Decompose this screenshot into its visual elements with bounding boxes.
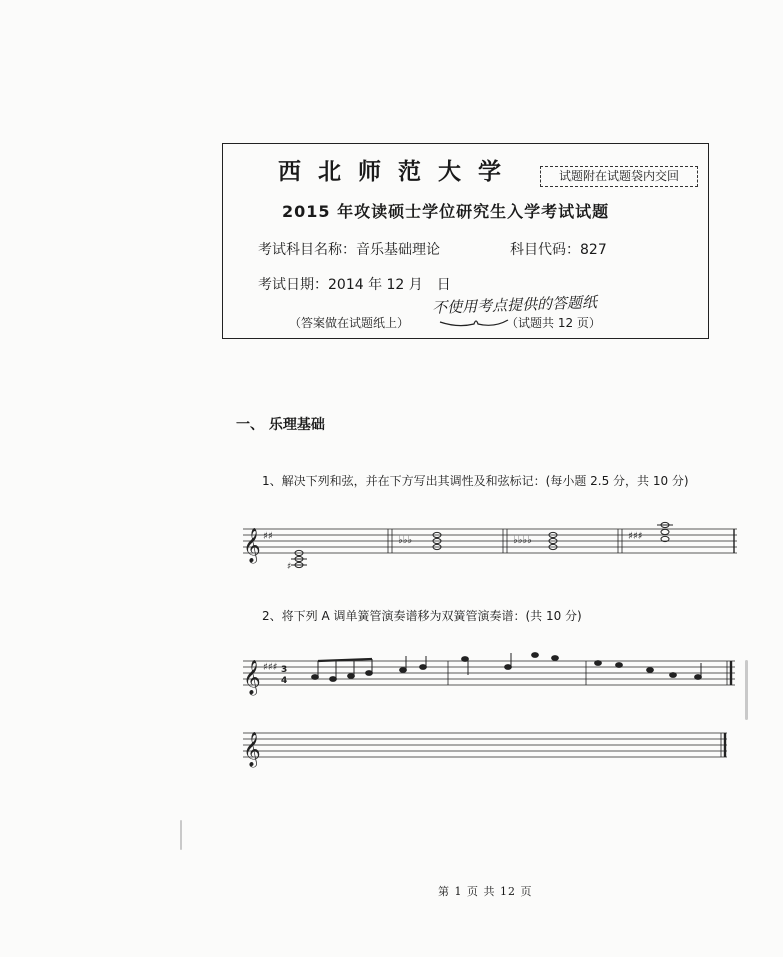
svg-text:♭♭♭: ♭♭♭ [398, 535, 413, 546]
exam-date: 考试日期：2014 年 12 月 日 [258, 277, 451, 293]
treble-clef-icon: 𝄞 [243, 732, 261, 767]
question-1-text: 1、解决下列和弦，并在下方写出其调性及和弦标记：(每小题 2.5 分，共 10 分) [262, 474, 689, 488]
treble-clef-icon: 𝄞 [243, 528, 261, 563]
svg-text:♯: ♯ [287, 562, 292, 572]
university-name: 西北师范大学 [278, 159, 518, 185]
scan-mark [180, 820, 182, 850]
return-note: 试题附在试题袋内交回 [540, 166, 698, 187]
svg-text:4: 4 [281, 676, 288, 686]
pages-note: （试题共 12 页） [506, 316, 601, 330]
svg-text:♭♭♭♭: ♭♭♭♭ [513, 535, 532, 546]
chord-staff [243, 525, 737, 575]
blank-oboe-staff [243, 727, 729, 771]
handwritten-note: 不使用考点提供的答题纸 [431, 293, 598, 317]
page-number: 第 1 页 共 12 页 [438, 885, 533, 898]
handwritten-brace [438, 312, 510, 332]
clarinet-melody-staff [243, 655, 735, 699]
treble-clef-icon: 𝄞 [243, 660, 261, 695]
svg-text:3: 3 [281, 665, 288, 675]
section-title: 一、 乐理基础 [236, 417, 325, 433]
svg-text:♯♯♯: ♯♯♯ [628, 531, 643, 542]
svg-text:♯♯♯: ♯♯♯ [263, 662, 278, 673]
exam-title: 2015 年攻读硕士学位研究生入学考试试题 [282, 202, 610, 221]
svg-text:♯♯: ♯♯ [263, 531, 273, 542]
scan-mark [745, 660, 748, 720]
answer-note: （答案做在试题纸上） [289, 316, 410, 330]
subject-name: 考试科目名称：音乐基础理论 [258, 242, 440, 258]
chord-4 [657, 522, 673, 541]
subject-code: 科目代码：827 [510, 242, 607, 258]
question-2-text: 2、将下列 A 调单簧管演奏谱移为双簧管演奏谱：(共 10 分) [262, 609, 582, 623]
